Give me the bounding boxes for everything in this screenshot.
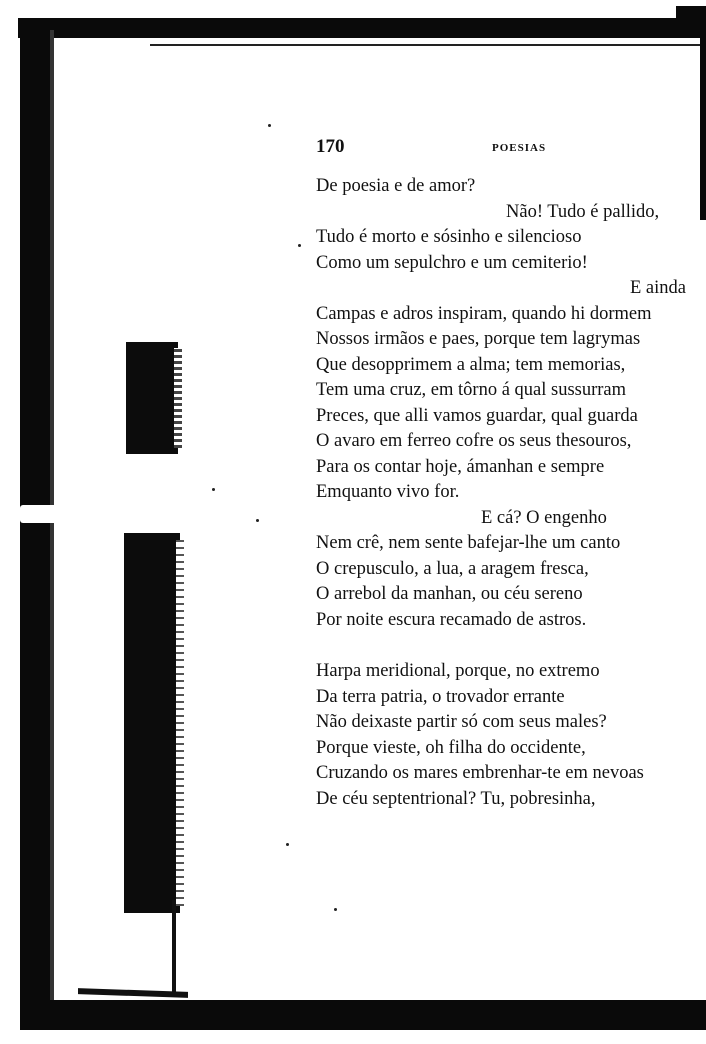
verse-line: Tem uma cruz, em tôrno á qual sussurram [316,380,627,400]
verse-line: Não deixaste partir só com seus males? [316,712,607,732]
scan-speck [256,519,259,522]
scan-speck [268,124,271,127]
page-border-left [20,18,50,1028]
verse-line: Nem crê, nem sente bafejar-lhe um canto [316,533,621,553]
verse-line: De céu septentrional? Tu, pobresinha, [316,788,596,809]
verse-line: Da terra patria, o trovador errante [316,686,565,707]
verse-line: Emquanto vivo for. [316,482,460,502]
verse-line: Preces, que alli vamos guardar, qual guarda [316,405,638,426]
verse-line: O arrebol da manhan, ou céu sereno [316,584,583,604]
scan-shadow-block [124,533,180,913]
scan-speck [334,908,337,911]
poem-page [316,136,696,812]
scan-speck [298,244,301,247]
page-border-bottom [20,1000,706,1030]
scan-shadow-edge [176,540,184,906]
verse-line: E ainda [630,278,686,298]
scan-shadow-stem [172,900,176,995]
page-header [316,136,696,164]
verse-line: Porque vieste, oh filha do occidente, [316,737,586,758]
page-border-right [700,10,706,220]
verse-line: Campas e adros inspiram, quando hi dormem [316,303,652,324]
verse-line: Por noite escura recamado de astros. [316,609,587,630]
scan-speck [286,843,289,846]
verse-line: Cruzando os mares embrenhar-te em nevoas [316,763,644,783]
verse-line: De poesia e de amor? [316,176,476,196]
stanza-break [316,633,696,659]
verse-line: O avaro em ferreo cofre os seus thesouros, [316,431,632,451]
verse-line: Harpa meridional, porque, no extremo [316,661,600,681]
border-tab-mark [20,505,58,523]
running-title: POESIAS [492,142,547,154]
page-border-top-line [150,44,706,46]
verse-line: Para os contar hoje, ámanhan e sempre [316,456,605,477]
verse-line: O crepusculo, a lua, a aragem fresca, [316,558,589,579]
scan-speck [212,488,215,491]
verse-line: E cá? O engenho [481,507,607,528]
page-number: 170 [316,136,345,157]
verse-line: Tudo é morto e sósinho e silencioso [316,227,582,247]
verse-line: Nossos irmãos e paes, porque tem lagrymas [316,329,641,349]
stanza [316,174,696,633]
verse-line: Que desopprimem a alma; tem memorias, [316,354,626,375]
verse-line: Não! Tudo é pallido, [506,201,660,222]
verse-line: Como um sepulchro e um cemiterio! [316,252,588,273]
scan-shadow-edge [174,348,182,448]
stanza [316,659,696,812]
page-border-top [18,18,706,38]
scan-shadow-block [126,342,178,454]
